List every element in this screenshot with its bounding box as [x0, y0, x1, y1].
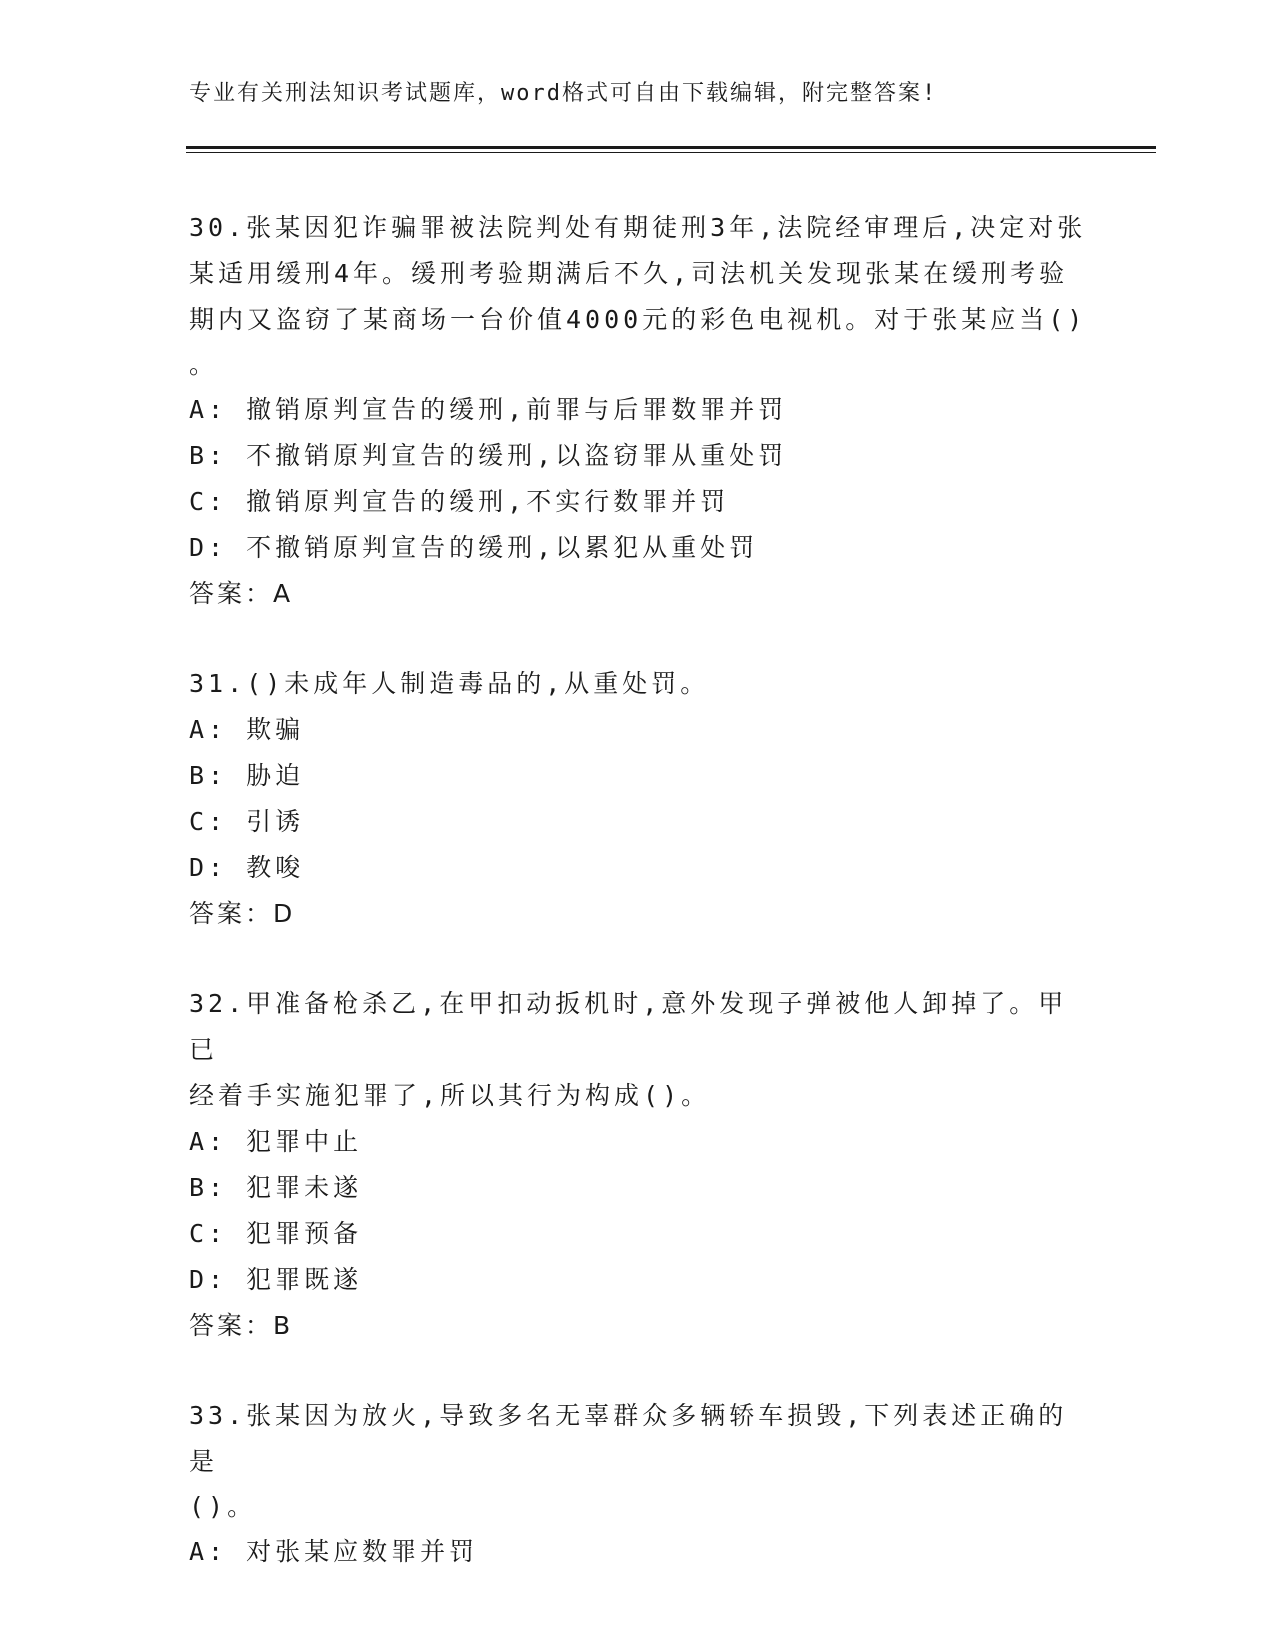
option-c: C: 犯罪预备	[189, 1219, 363, 1248]
option-d: D: 不撤销原判宣告的缓刑,以累犯从重处罚	[189, 533, 759, 562]
question-stem-line: 。	[189, 350, 219, 379]
question-33	[189, 1393, 1089, 1575]
question-30	[189, 205, 1089, 617]
question-stem-line: 33.张某因为放火,导致多名无辜群众多辆轿车损毁,下列表述正确的是	[189, 1401, 1068, 1476]
answer-line: 答案：B	[189, 1311, 294, 1340]
option-a: A: 欺骗	[189, 715, 305, 744]
option-a: A: 犯罪中止	[189, 1127, 363, 1156]
option-c: C: 引诱	[189, 807, 305, 836]
question-stem-line: 32.甲准备枪杀乙,在甲扣动扳机时,意外发现子弹被他人卸掉了。甲已	[189, 989, 1068, 1064]
answer-line: 答案：A	[189, 579, 294, 608]
header-rule-thin	[186, 152, 1156, 153]
question-stem-line: 31.()未成年人制造毒品的,从重处罚。	[189, 669, 710, 698]
page-header: 专业有关刑法知识考试题库，word格式可自由下载编辑，附完整答案!	[189, 81, 938, 106]
question-list	[189, 205, 1089, 1619]
answer-line: 答案：D	[189, 899, 296, 928]
question-stem-line: 经着手实施犯罪了,所以其行为构成()。	[189, 1081, 711, 1110]
option-b: B: 胁迫	[189, 761, 305, 790]
question-32	[189, 981, 1089, 1349]
question-stem-line: 30.张某因犯诈骗罪被法院判处有期徒刑3年,法院经审理后,决定对张	[189, 213, 1087, 242]
option-c: C: 撤销原判宣告的缓刑,不实行数罪并罚	[189, 487, 730, 516]
question-stem-line: ()。	[189, 1492, 257, 1521]
option-d: D: 犯罪既遂	[189, 1265, 363, 1294]
option-b: B: 犯罪未遂	[189, 1173, 363, 1202]
option-a: A: 对张某应数罪并罚	[189, 1537, 479, 1566]
header-rule-thick	[186, 146, 1156, 149]
question-stem-line: 某适用缓刑4年。缓刑考验期满后不久,司法机关发现张某在缓刑考验	[189, 259, 1069, 288]
question-31	[189, 661, 1089, 937]
option-d: D: 教唆	[189, 853, 305, 882]
option-b: B: 不撤销原判宣告的缓刑,以盗窃罪从重处罚	[189, 441, 788, 470]
question-stem-line: 期内又盗窃了某商场一台价值4000元的彩色电视机。对于张某应当()	[189, 305, 1087, 334]
option-a: A: 撤销原判宣告的缓刑,前罪与后罪数罪并罚	[189, 395, 788, 424]
